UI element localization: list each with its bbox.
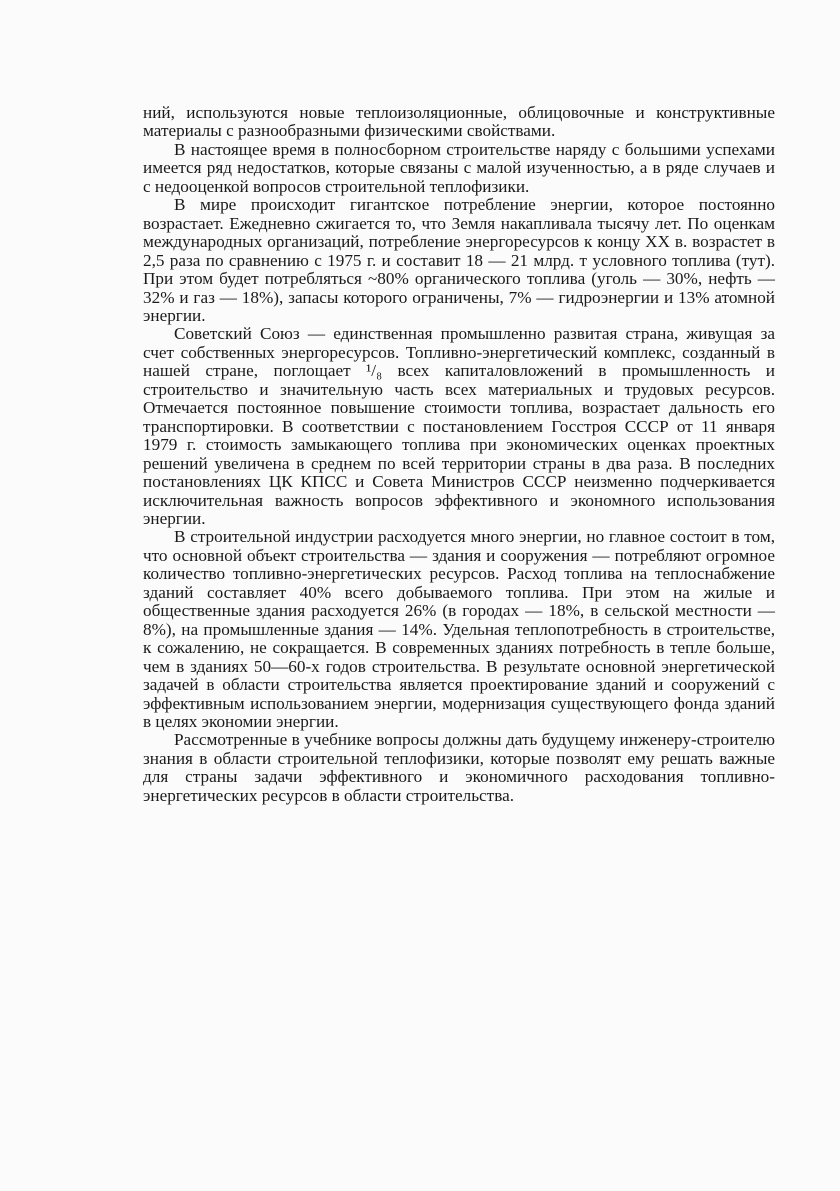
body-text xyxy=(143,104,775,805)
paragraph-prefab-construction: В настоящее время в полносборном строительстве наряду с большими успехами имеется ряд недостатков, которые связаны с малой изученностью, а в ряде случаев и с недооценкой вопросов строительной теплофизики. xyxy=(143,139,775,196)
paragraph-textbook-purpose: Рассмотренные в учебнике вопросы должны дать будущему инженеру-строителю знания в области строительной теплофизики, которые позволят ему решать важные для страны задачи эффективного и экономичного расходования топливно-энергетических ресурсов в области строительства. xyxy=(143,730,775,805)
paragraph-construction-industry: В строительной индустрии расходуется много энергии, но главное состоит в том, что основной объект строительства — здания и сооружения — потребляют огромное количество топливно-энергетических ресурсов. Расход топлива на теплоснабжение зданий составляет 40% всего добываемого топлива. При этом на жилые и общественные здания расходуется 26% (в городах — 18%, в сельской местности — 8%), на промышленные здания — 14%. Удельная теплопотребность в строительстве, к сожалению, не сокращается. В современных зданиях потребность в тепле больше, чем в зданиях 50—60-х годов строительства. В результате основной энергетической задачей в области строительства является проектирование зданий и сооружений с эффективным использованием энергии, модернизация существующего фонда зданий в целях экономии энергии. xyxy=(143,527,775,731)
paragraph-continued: ний, используются новые теплоизоляционные, облицовочные и конструктивные материалы с разнообразными физическими свойствами. xyxy=(143,103,775,141)
paragraph-soviet-union: Советский Союз — единственная промышленно развитая страна, живущая за счет собственных энергоресурсов. Топливно-энергетический комплекс, созданный в нашей стране, поглощает ¹/₈ всех капиталовложений в промышленность и строительство и значительную часть всех материальных и трудовых ресурсов. Отмечается постоянное повышение стоимости топлива, возрастает дальность его транспортировки. В соответствии с постановлением Госстроя СССР от 11 января 1979 г. стоимость замыкающего топлива при экономических оценках проектных решений увеличена в среднем по всей территории страны в два раза. В последних постановлениях ЦК КПСС и Совета Министров СССР неизменно подчеркивается исключительная важность вопросов эффективного и экономного использования энергии. xyxy=(143,324,775,528)
paragraph-world-energy: В мире происходит гигантское потребление энергии, которое постоянно возрастает. Ежедневно сжигается то, что Земля накапливала тысячу лет. По оценкам международных организаций, потребление энергоресурсов к концу XX в. возрастет в 2,5 раза по сравнению с 1975 г. и составит 18 — 21 млрд. т условного топлива (тут). При этом будет потребляться ~80% органического топлива (уголь — 30%, нефть —32% и газ — 18%), запасы которого ограничены, 7% — гидроэнергии и 13% атомной энергии. xyxy=(143,195,775,325)
